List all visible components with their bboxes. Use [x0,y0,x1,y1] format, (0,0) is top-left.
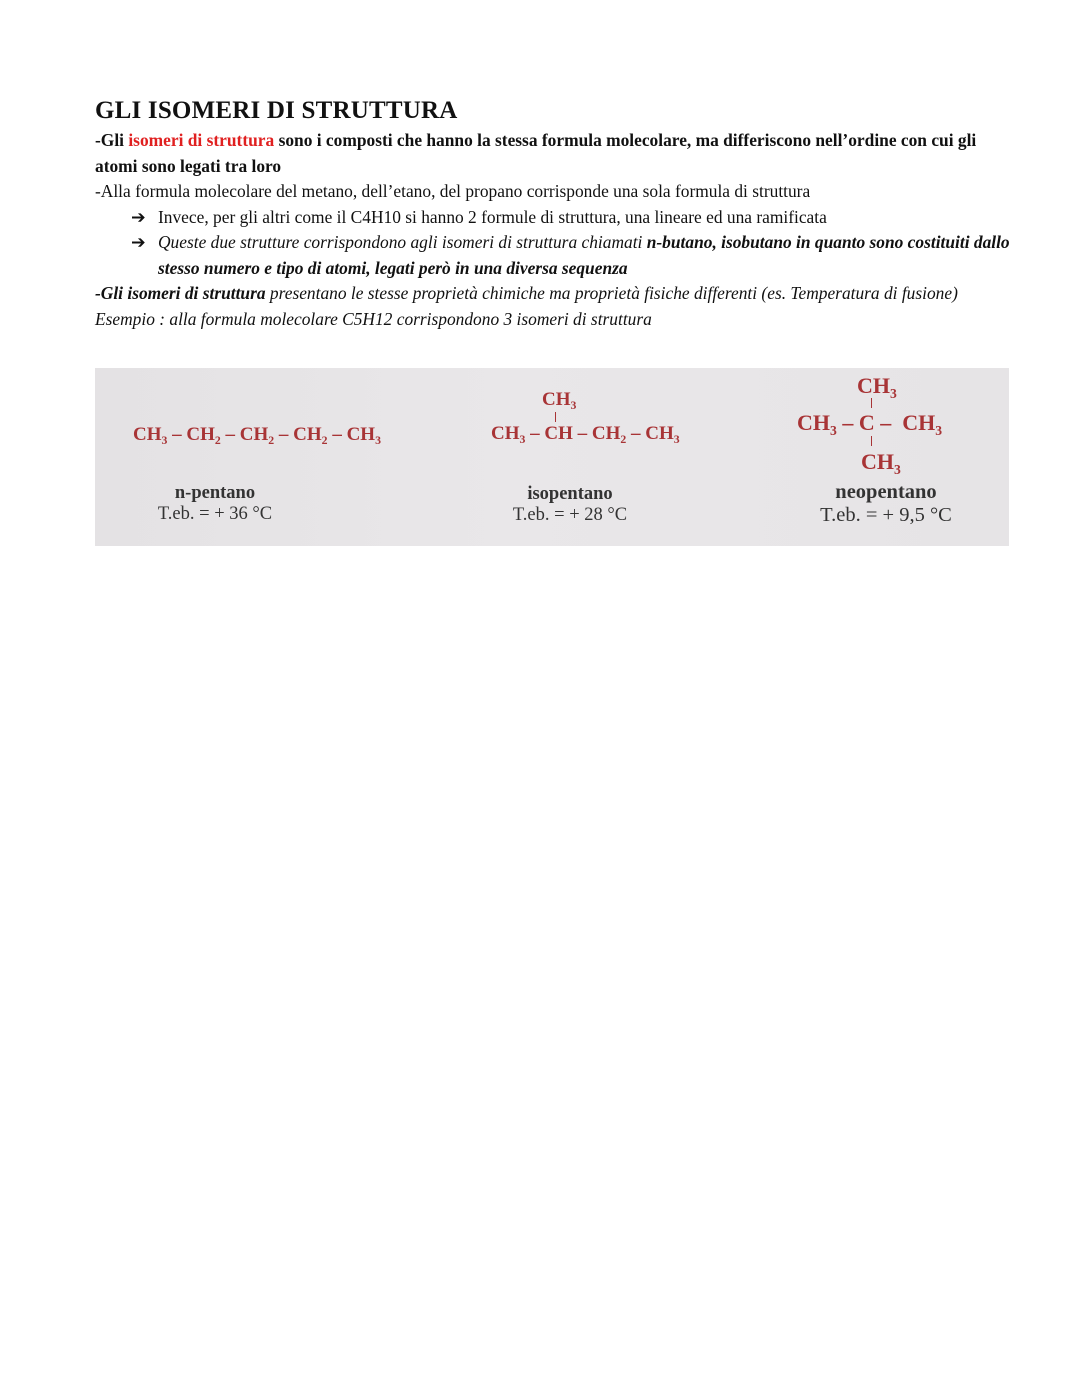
arrow-icon: ➔ [131,206,146,227]
properties-text: presentano le stesse proprietà chimiche ma proprietà fisiche differenti (es. Temperatura di fusione) [265,283,958,303]
neopentane-boiling-point: T.eb. = + 9,5 °C [820,504,952,526]
neopentane-formula: $CH_3$ – C – $CH_3$ [797,410,943,438]
isopentane-caption [490,484,650,526]
neopentane-bottom-bond [871,436,872,446]
neopentane-top-branch: $CH_3$ [857,373,897,401]
bullet-text-bold-italic: n-butano, isobutano in quanto sono costituiti dallo stesso numero e tipo di atomi, legati però in una diversa sequenza [158,232,1010,278]
definition-dash: -Gli [95,130,129,150]
paragraph-example: Esempio : alla formula molecolare C5H12 corrispondono 3 isomeri di struttura [95,308,652,329]
bullet-item-butane-isomers [95,230,1010,281]
properties-lead: -Gli isomeri di struttura [95,283,266,303]
n-pentane-boiling-point: T.eb. = + 36 °C [157,504,273,524]
paragraph-properties [95,281,1010,307]
isopentane-name: isopentano [527,484,613,504]
bullet-text-italic: Queste due strutture corrispondono agli isomeri di struttura chiamati [158,232,647,252]
definition-highlight: isomeri di struttura [128,130,275,150]
isomers-figure [95,368,1009,546]
document-body [95,96,1010,332]
neopentane-caption [795,481,977,527]
neopentane-top-bond [871,398,872,408]
definition-rest: sono i composti che hanno la stessa formula molecolare, ma differiscono nell’ordine con cui gli atomi sono legati tra loro [95,130,977,176]
paragraph-definition [95,128,1010,179]
neopentane-bottom-branch: $CH_3$ [861,449,901,477]
neopentane-name: neopentano [835,481,937,503]
page-title: GLI ISOMERI DI STRUTTURA [95,97,458,124]
n-pentane-formula: $CH_3 - CH_2 - CH_2 - CH_2 - CH_3$ [133,424,381,448]
isopentane-boiling-point: T.eb. = + 28 °C [512,505,628,525]
isopentane-formula: $CH_3$ – CH – $CH_2 - CH_3$ [491,423,680,447]
bullet-text: Invece, per gli altri come il C4H10 si hanno 2 formule di struttura, una lineare ed una ramificata [158,206,827,227]
n-pentane-caption [135,483,295,525]
isopentane-bond [555,412,556,422]
n-pentane-name: n-pentano [174,483,256,503]
bullet-item-c4h10 [95,205,1010,231]
arrow-icon: ➔ [131,232,146,252]
isopentane-branch: $CH_3$ [542,389,577,413]
paragraph-single-structure: -Alla formula molecolare del metano, dell’etano, del propano corrisponde una sola formula di struttura [95,181,811,201]
